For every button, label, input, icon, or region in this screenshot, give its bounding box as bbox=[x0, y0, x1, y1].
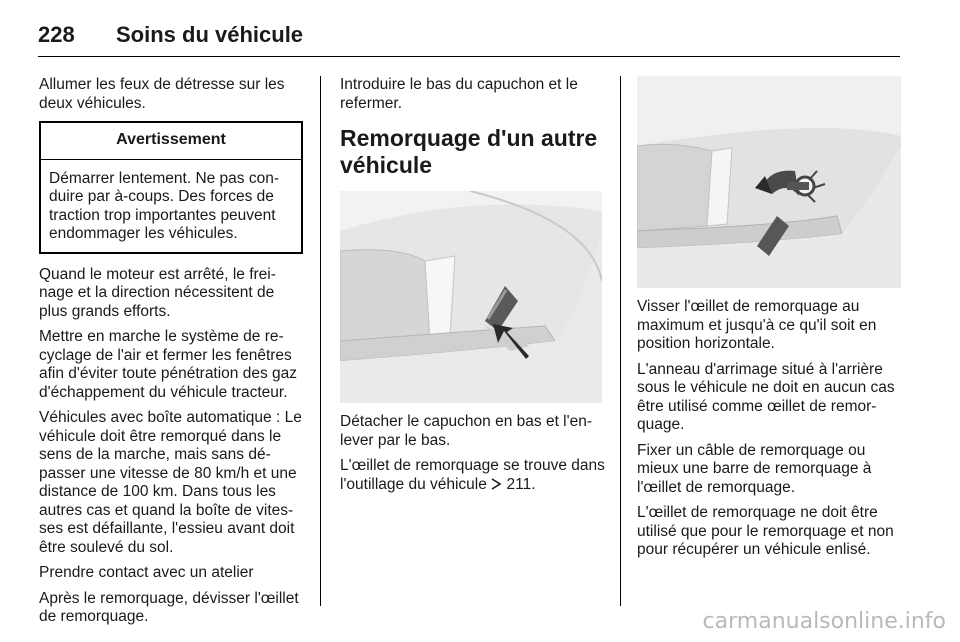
paragraph: Allumer les feux de détresse sur les deux véhicules. bbox=[39, 76, 285, 112]
paragraph: Véhicules avec boîte automatique : Le véhicule doit être remorqué dans le sens de la marche, mais sans dépasser une vitesse de 80 km/h et une distance de 100 km. Dans tous les autres cas et quand la boîte de vitesses est défaillante, l'essieu avant doit être soulevé du sol. bbox=[39, 409, 302, 556]
paragraph: Mettre en marche le système de recyclage de l'air et fermer les fenêtres afin d'éviter toute pénétration des gaz d'échappement du véhicule tracteur. bbox=[39, 328, 298, 401]
paragraph: L'anneau d'arrimage situé à l'arrière sous le véhicule ne doit en aucun cas être utilisé comme œillet de remorquage. bbox=[637, 360, 895, 433]
bumper-cap-illustration bbox=[340, 191, 602, 403]
paragraph: Visser l'œillet de remorquage au maximum et jusqu'à ce qu'il soit en position horizontale. bbox=[637, 298, 877, 352]
column-middle bbox=[340, 76, 606, 501]
paragraph: Prendre contact avec un atelier bbox=[39, 564, 254, 581]
column-left bbox=[39, 76, 303, 634]
paragraph: Détacher le capuchon en bas et l'enlever par le bas. bbox=[340, 413, 592, 449]
paragraph: Quand le moteur est arrêté, le freinage et la direction nécessitent de plus grands efforts. bbox=[39, 265, 276, 320]
page-title: Soins du véhicule bbox=[116, 22, 304, 47]
page-reference[interactable]: 211. bbox=[506, 475, 536, 493]
warning-title: Avertissement bbox=[41, 123, 301, 160]
column-divider bbox=[620, 76, 621, 606]
towing-eye-illustration bbox=[637, 76, 901, 288]
section-heading: Remorquage d'un autre véhicule bbox=[340, 125, 598, 178]
paragraph: Après le remorquage, dévisser l'œillet de remorquage. bbox=[39, 589, 299, 625]
page-header bbox=[38, 14, 900, 57]
column-divider bbox=[320, 76, 321, 606]
paragraph bbox=[340, 457, 606, 494]
paragraph-text: L'œillet de remorquage se trouve dans l'outillage du véhicule bbox=[340, 457, 605, 493]
warning-box bbox=[39, 121, 303, 254]
page-reference-arrow-icon bbox=[491, 476, 506, 493]
paragraph: L'œillet de remorquage ne doit être utilisé que pour le remorquage et non pour récupérer un véhicule enlisé. bbox=[637, 504, 894, 558]
page-number: 228 bbox=[38, 22, 75, 47]
watermark: carmanualsonline.info bbox=[702, 609, 946, 634]
paragraph: Introduire le bas du capuchon et le refermer. bbox=[340, 76, 578, 112]
paragraph: Fixer un câble de remorquage ou mieux une barre de remorquage à l'œillet de remorquage. bbox=[637, 441, 872, 496]
column-right bbox=[637, 76, 902, 567]
warning-text: Démarrer lentement. Ne pas conduire par à-coups. Des forces de traction trop importantes peuvent endommager les véhicules. bbox=[49, 169, 280, 242]
